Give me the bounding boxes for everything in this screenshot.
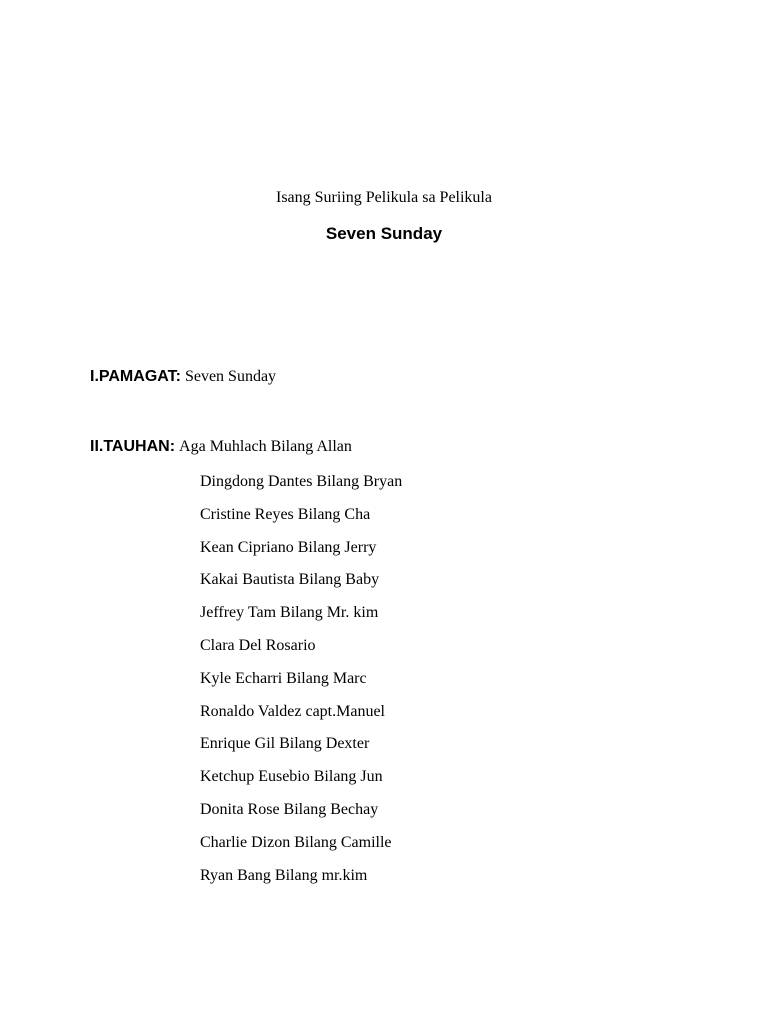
cast-item: Cristine Reyes Bilang Cha xyxy=(200,505,371,523)
cast-item: Kean Cipriano Bilang Jerry xyxy=(200,538,377,556)
cast-item: Ronaldo Valdez capt.Manuel xyxy=(200,702,385,720)
pamagat-value: Seven Sunday xyxy=(184,368,277,385)
cast-item: Jeffrey Tam Bilang Mr. kim xyxy=(200,604,379,622)
cast-item: Charlie Dizon Bilang Camille xyxy=(200,833,392,851)
cast-item: Dingdong Dantes Bilang Bryan xyxy=(200,473,403,490)
pamagat-label: I.PAMAGAT: xyxy=(90,368,181,385)
document-title: Seven Sunday xyxy=(325,224,443,243)
cast-item: Ketchup Eusebio Bilang Jun xyxy=(200,768,383,786)
section-tauhan xyxy=(90,437,352,457)
cast-item: Donita Rose Bilang Bechay xyxy=(200,800,379,818)
document-subtitle: Isang Suriing Pelikula sa Pelikula xyxy=(276,189,492,206)
cast-item: Kyle Echarri Bilang Marc xyxy=(200,669,367,687)
tauhan-label: II.TAUHAN: xyxy=(90,438,176,455)
cast-item: Ryan Bang Bilang mr.kim xyxy=(200,866,368,884)
section-pamagat xyxy=(90,367,276,387)
cast-item: Enrique Gil Bilang Dexter xyxy=(200,735,370,753)
cast-list xyxy=(200,472,402,898)
cast-item: Kakai Bautista Bilang Baby xyxy=(200,571,380,589)
cast-item: Clara Del Rosario xyxy=(200,636,316,654)
tauhan-first-cast: Aga Muhlach Bilang Allan xyxy=(179,438,352,455)
